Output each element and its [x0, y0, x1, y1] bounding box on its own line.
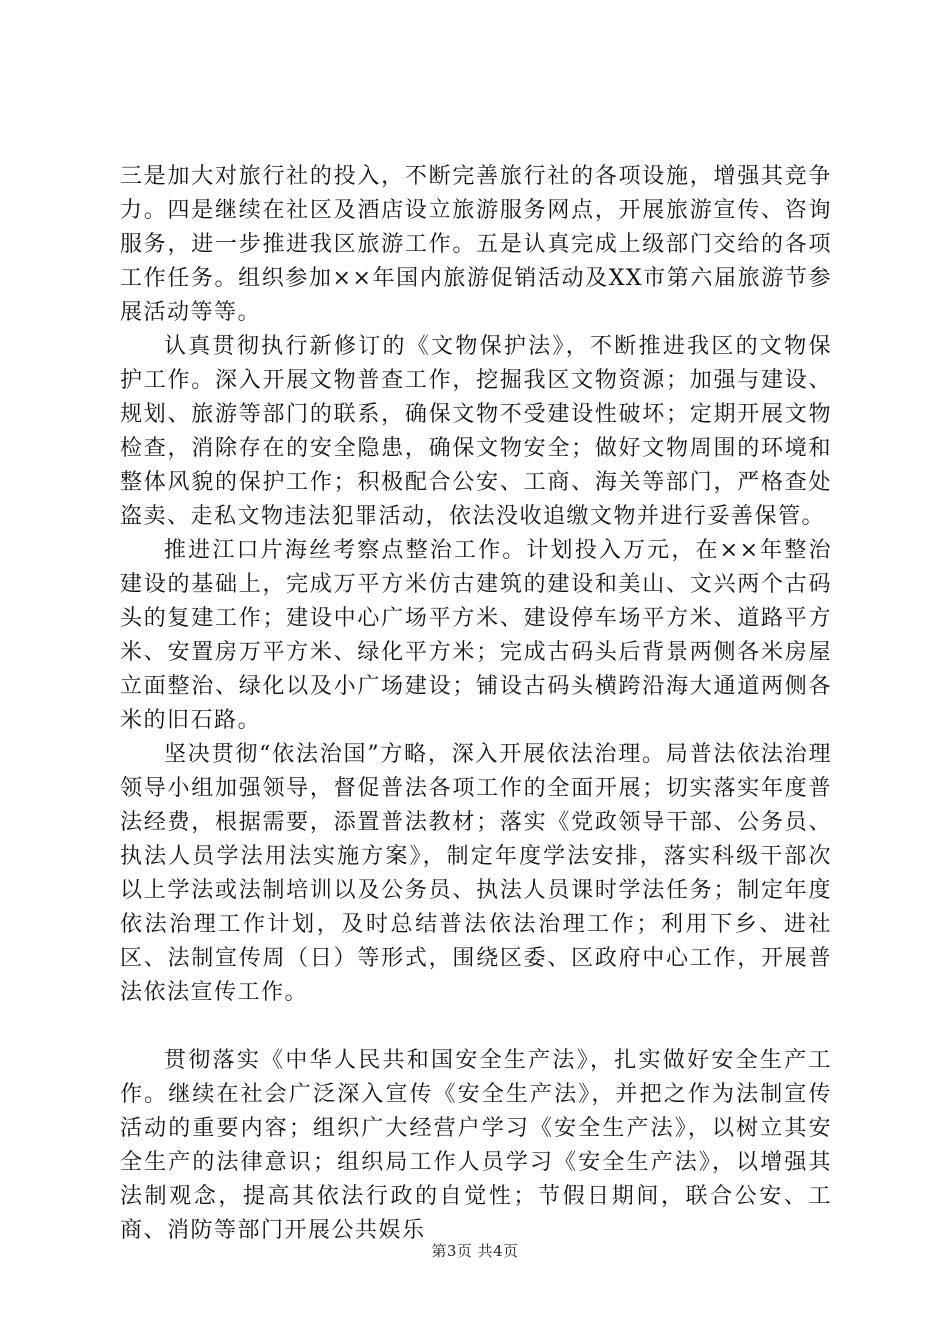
paragraph-tourism-tasks: 三是加大对旅行社的投入，不断完善旅行社的各项设施，增强其竞争力。四是继续在社区及酒店设立旅游服务网点，开展旅游宣传、咨询服务，进一步推进我区旅游工作。五是认真完成上级部门交给的各项工作任务。组织参加××年国内旅游促销活动及XX市第六届旅游节参展活动等等。 — [120, 164, 832, 325]
document-body — [120, 160, 832, 1248]
paragraph-rule-of-law: 坚决贯彻“依法治国”方略，深入开展依法治理。局普法依法治理领导小组加强领导，督促普法各项工作的全面开展；切实落实年度普法经费，根据需要，添置普法教材；落实《党政领导干部、公务员、执法人员学法用法实施方案》，制定年度学法安排，落实科级干部次以上学法或法制培训以及公务员、执法人员课时学法任务；制定年度依法治理工作计划，及时总结普法依法治理工作；利用下乡、进社区、法制宣传周（日）等形式，围绕区委、区政府中心工作，开展普法依法宣传工作。 — [120, 742, 832, 1005]
page-number-footer: 第3页 共4页 — [431, 1242, 519, 1260]
paragraph-jiangkou-renovation: 推进江口片海丝考察点整治工作。计划投入万元，在××年整治建设的基础上，完成万平方米仿古建筑的建设和美山、文兴两个古码头的复建工作；建设中心广场平方米、建设停车场平方米、道路平方米、安置房万平方米、绿化平方米；完成古码头后背景两侧各米房屋立面整治、绿化以及小广场建设；铺设古码头横跨沿海大通道两侧各米的旧石路。 — [120, 538, 832, 733]
paragraph-work-safety: 贯彻落实《中华人民共和国安全生产法》，扎实做好安全生产工作。继续在社会广泛深入宣传《安全生产法》，并把之作为法制宣传活动的重要内容；组织广大经营户学习《安全生产法》，以树立其安全生产的法律意识；组织局工作人员学习《安全生产法》，以增强其法制观念，提高其依法行政的自觉性；节假日期间，联合公安、工商、消防等部门开展公共娱乐 — [120, 1048, 832, 1243]
paragraph-cultural-relics: 认真贯彻执行新修订的《文物保护法》，不断推进我区的文物保护工作。深入开展文物普查工作，挖掘我区文物资源；加强与建设、规划、旅游等部门的联系，确保文物不受建设性破坏；定期开展文物检查，消除存在的安全隐患，确保文物安全；做好文物周围的环境和整体风貌的保护工作；积极配合公安、工商、海关等部门，严格查处盗卖、走私文物违法犯罪活动，依法没收追缴文物并进行妥善保管。 — [120, 334, 832, 529]
